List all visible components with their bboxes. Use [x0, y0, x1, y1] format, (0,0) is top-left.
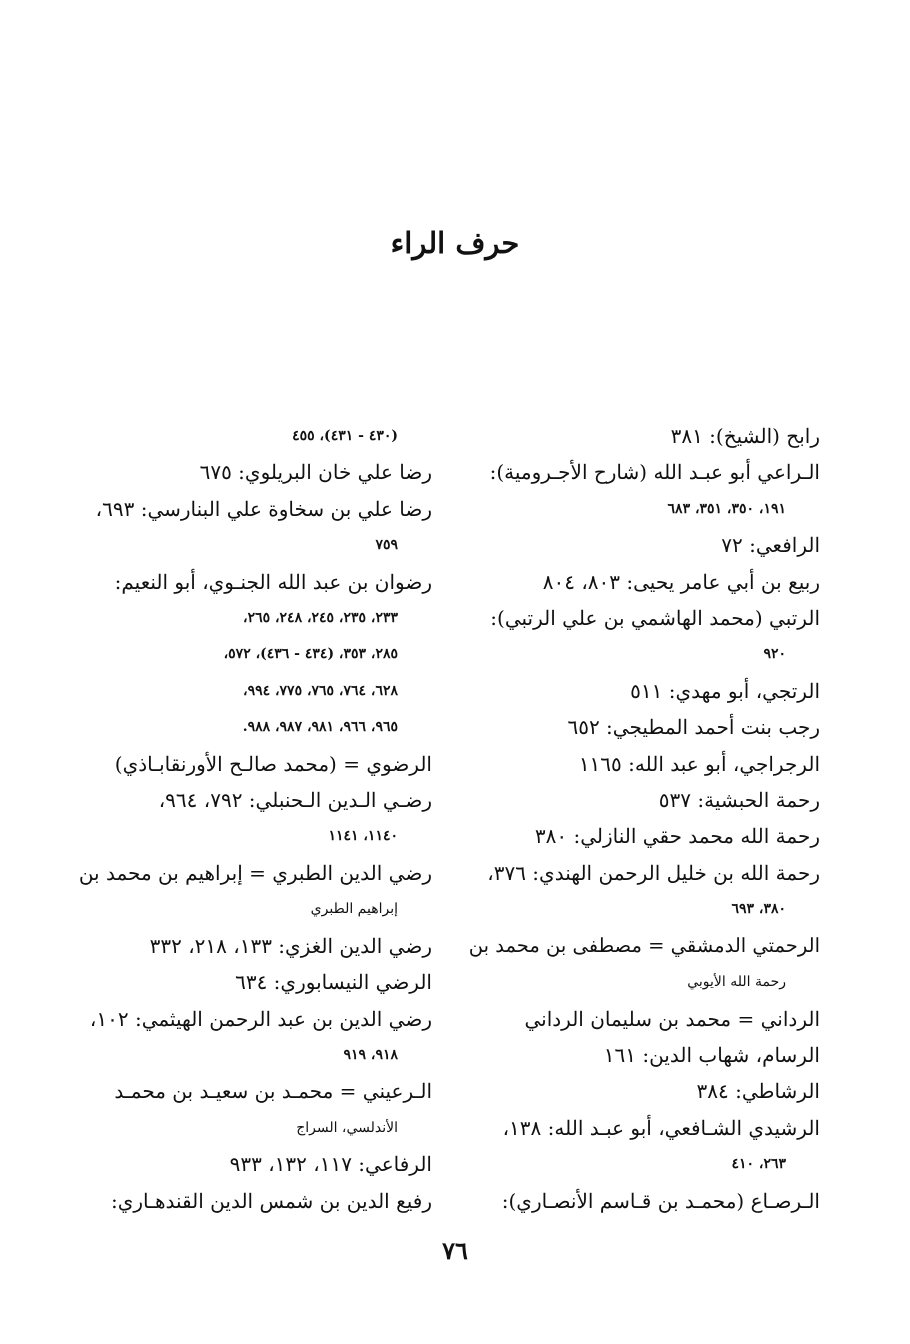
index-line-continuation: رحمة الله الأيوبي [687, 974, 786, 991]
index-line: الرضي النيسابوري: ٦٣٤ [235, 970, 432, 995]
index-line: رضي الدين الطبري = إبراهيم بن محمد بن [78, 860, 432, 885]
index-line: رجب بنت أحمد المطيجي: ٦٥٢ [567, 715, 820, 740]
chapter-heading: حرف الراء [390, 226, 520, 260]
index-line-continuation: الأندلسي، السراج [296, 1119, 398, 1136]
index-line: رحمة الله محمد حقي النازلي: ٣٨٠ [534, 824, 820, 849]
index-line-continuation: ٢٣٣، ٢٣٥، ٢٤٥، ٢٤٨، ٢٦٥، [243, 610, 398, 627]
index-line: الرتبي (محمد الهاشمي بن علي الرتبي): [490, 606, 820, 631]
index-line: رضا علي خان البريلوي: ٦٧٥ [199, 460, 432, 485]
index-line-continuation: (٤٣٠ - ٤٣١)، ٤٥٥ [292, 428, 398, 444]
index-line: الرفاعي: ١١٧، ١٣٢، ٩٣٣ [229, 1152, 432, 1177]
index-line: رضوان بن عبد الله الجنـوي، أبو النعيم: [114, 569, 432, 594]
index-line-continuation: ٩٦٥، ٩٦٦، ٩٨١، ٩٨٧، ٩٨٨. [242, 719, 398, 736]
index-line: الرحمتي الدمشقي = مصطفى بن محمد بن [468, 933, 820, 957]
index-line: الرشاطي: ٣٨٤ [696, 1079, 820, 1104]
index-line: الرتجي، أبو مهدي: ٥١١ [630, 678, 820, 703]
index-line: رحمة الحبشية: ٥٣٧ [658, 788, 820, 813]
index-line-continuation: ٩١٨، ٩١٩ [343, 1046, 398, 1063]
index-line-continuation: ٢٨٥، ٣٥٣، (٤٣٤ - ٤٣٦)، ٥٧٢، [223, 646, 398, 663]
index-line: الرجراجي، أبو عبد الله: ١١٦٥ [578, 751, 820, 776]
page-number: ٧٦ [442, 1236, 468, 1265]
index-line-continuation: ٦٢٨، ٧٦٤، ٧٦٥، ٧٧٥، ٩٩٤، [243, 682, 398, 699]
index-line: رضي الدين بن عبد الرحمن الهيثمي: ١٠٢، [89, 1006, 432, 1031]
index-line-continuation: إبراهيم الطبري [310, 901, 398, 918]
index-line: الـراعي أبو عبـد الله (شارح الأجـرومية): [489, 460, 820, 485]
index-line: رضـي الـدين الـحنبلي: ٧٩٢، ٩٦٤، [158, 788, 432, 813]
index-line: رفيع الدين بن شمس الدين القندهـاري: [110, 1188, 432, 1213]
index-line-continuation: ٧٥٩ [375, 537, 398, 554]
index-line: رضا علي بن سخاوة علي البنارسي: ٦٩٣، [95, 496, 432, 521]
index-line: الرضوي = (محمد صالـح الأورنقابـاذي) [114, 751, 432, 776]
index-line-continuation: ٩٢٠ [763, 646, 786, 663]
index-line: رضي الدين الغزي: ١٣٣، ٢١٨، ٣٣٢ [149, 933, 432, 958]
index-line: الرسام، شهاب الدين: ١٦١ [603, 1042, 820, 1067]
index-column-right [468, 418, 820, 1219]
index-line: رابح (الشيخ): ٣٨١ [670, 424, 820, 448]
index-line: الرداني = محمد بن سليمان الرداني [524, 1006, 820, 1031]
index-line: الرشيدي الشـافعي، أبو عبـد الله: ١٣٨، [502, 1115, 820, 1140]
index-line: الـرعيني = محمـد بن سعيـد بن محمـد [114, 1079, 432, 1104]
index-column-left [80, 418, 432, 1219]
index-line: الـرصـاع (محمـد بن قـاسم الأنصـاري): [501, 1188, 820, 1213]
index-line: رحمة الله بن خليل الرحمن الهندي: ٣٧٦، [487, 860, 820, 885]
index-line: ربيع بن أبي عامر يحيى: ٨٠٣، ٨٠٤ [542, 569, 820, 594]
index-line-continuation: ٢٦٣، ٤١٠ [731, 1156, 786, 1173]
index-line-continuation: ١١٤٠، ١١٤١ [328, 828, 398, 845]
index-line-continuation: ٣٨٠، ٦٩٣ [731, 901, 786, 918]
index-line: الرافعي: ٧٢ [721, 533, 820, 558]
index-line-continuation: ١٩١، ٣٥٠، ٣٥١، ٦٨٣ [667, 500, 786, 517]
